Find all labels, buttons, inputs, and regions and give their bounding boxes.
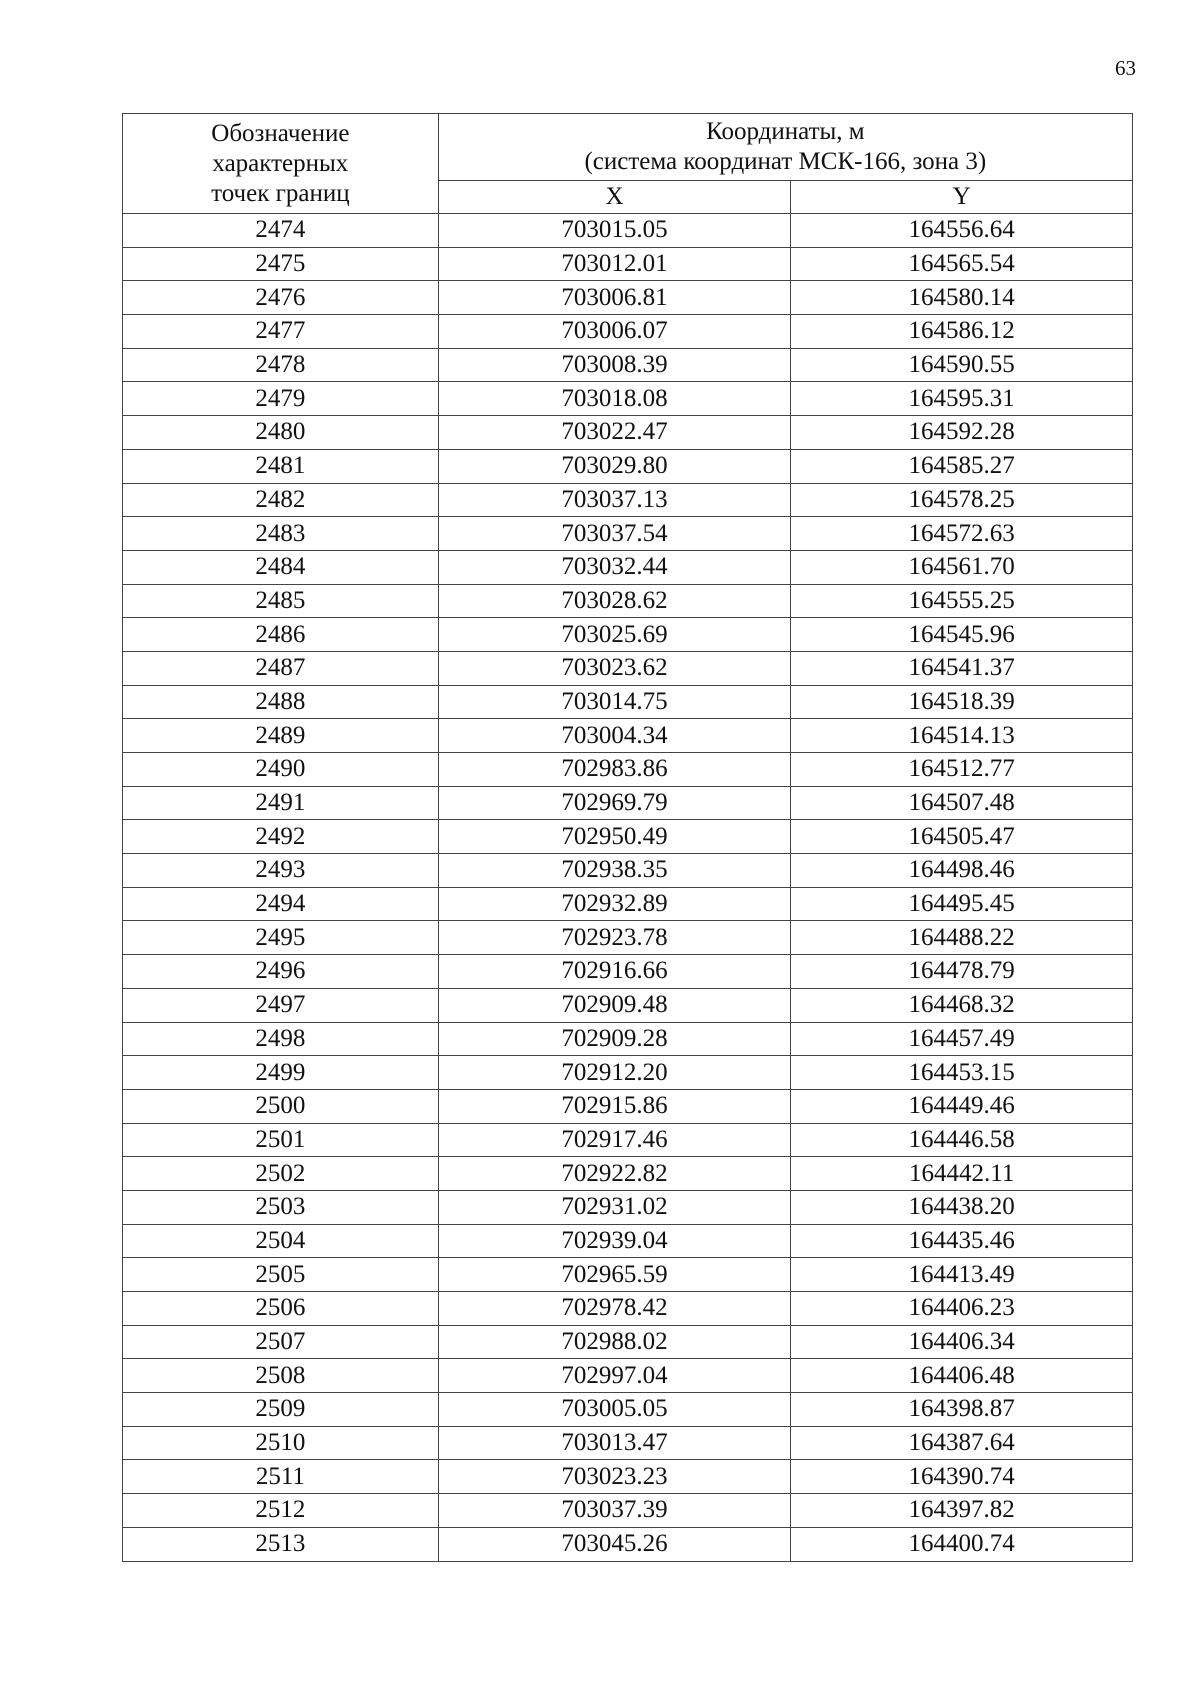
table-row [123, 1494, 1133, 1528]
cell-x: 702917.46 [438, 1123, 791, 1157]
cell-x: 703014.75 [438, 685, 791, 719]
table-row [123, 955, 1133, 989]
cell-x: 703008.39 [438, 348, 791, 382]
cell-x: 703032.44 [438, 550, 791, 584]
cell-point-id: 2483 [123, 517, 439, 551]
cell-y: 164578.25 [791, 483, 1133, 517]
cell-x: 702988.02 [438, 1325, 791, 1359]
table-row [123, 214, 1133, 248]
cell-x: 702916.66 [438, 955, 791, 989]
table-row [123, 786, 1133, 820]
cell-x: 703006.07 [438, 315, 791, 349]
cell-point-id: 2481 [123, 449, 439, 483]
table-header [123, 114, 1133, 214]
cell-x: 702950.49 [438, 820, 791, 854]
cell-x: 703015.05 [438, 214, 791, 248]
table-row [123, 1022, 1133, 1056]
cell-x: 703045.26 [438, 1527, 791, 1561]
cell-x: 702997.04 [438, 1359, 791, 1393]
cell-point-id: 2512 [123, 1494, 439, 1528]
table-row [123, 651, 1133, 685]
cell-point-id: 2486 [123, 618, 439, 652]
cell-point-id: 2479 [123, 382, 439, 416]
cell-x: 702923.78 [438, 921, 791, 955]
cell-y: 164507.48 [791, 786, 1133, 820]
cell-y: 164435.46 [791, 1224, 1133, 1258]
cell-x: 702939.04 [438, 1224, 791, 1258]
table-row [123, 719, 1133, 753]
cell-x: 703028.62 [438, 584, 791, 618]
cell-y: 164590.55 [791, 348, 1133, 382]
table-row [123, 1325, 1133, 1359]
cell-y: 164592.28 [791, 416, 1133, 450]
cell-y: 164446.58 [791, 1123, 1133, 1157]
cell-y: 164498.46 [791, 854, 1133, 888]
cell-point-id: 2496 [123, 955, 439, 989]
cell-x: 703023.62 [438, 651, 791, 685]
cell-y: 164505.47 [791, 820, 1133, 854]
cell-y: 164406.23 [791, 1292, 1133, 1326]
cell-y: 164556.64 [791, 214, 1133, 248]
cell-x: 703023.23 [438, 1460, 791, 1494]
cell-y: 164545.96 [791, 618, 1133, 652]
cell-point-id: 2511 [123, 1460, 439, 1494]
cell-y: 164580.14 [791, 281, 1133, 315]
table-row [123, 550, 1133, 584]
cell-x: 703037.13 [438, 483, 791, 517]
cell-y: 164449.46 [791, 1089, 1133, 1123]
table-row [123, 1426, 1133, 1460]
table-row [123, 247, 1133, 281]
cell-y: 164478.79 [791, 955, 1133, 989]
table-row [123, 1089, 1133, 1123]
cell-x: 702909.28 [438, 1022, 791, 1056]
cell-y: 164585.27 [791, 449, 1133, 483]
cell-point-id: 2500 [123, 1089, 439, 1123]
table-row [123, 1527, 1133, 1561]
cell-point-id: 2487 [123, 651, 439, 685]
cell-point-id: 2488 [123, 685, 439, 719]
cell-y: 164512.77 [791, 753, 1133, 787]
cell-y: 164541.37 [791, 651, 1133, 685]
cell-y: 164457.49 [791, 1022, 1133, 1056]
table-row [123, 416, 1133, 450]
table-row [123, 753, 1133, 787]
cell-y: 164468.32 [791, 988, 1133, 1022]
cell-x: 702932.89 [438, 887, 791, 921]
table-row [123, 618, 1133, 652]
cell-point-id: 2502 [123, 1157, 439, 1191]
table-row [123, 1123, 1133, 1157]
cell-y: 164413.49 [791, 1258, 1133, 1292]
table-row [123, 315, 1133, 349]
cell-x: 703004.34 [438, 719, 791, 753]
cell-x: 702922.82 [438, 1157, 791, 1191]
cell-y: 164565.54 [791, 247, 1133, 281]
cell-x: 702978.42 [438, 1292, 791, 1326]
cell-point-id: 2482 [123, 483, 439, 517]
header-x: X [438, 181, 791, 214]
table-row [123, 1224, 1133, 1258]
cell-point-id: 2509 [123, 1393, 439, 1427]
table-row [123, 1393, 1133, 1427]
cell-x: 703025.69 [438, 618, 791, 652]
cell-point-id: 2489 [123, 719, 439, 753]
cell-point-id: 2476 [123, 281, 439, 315]
cell-point-id: 2492 [123, 820, 439, 854]
cell-y: 164442.11 [791, 1157, 1133, 1191]
cell-y: 164398.87 [791, 1393, 1133, 1427]
cell-x: 703022.47 [438, 416, 791, 450]
cell-point-id: 2506 [123, 1292, 439, 1326]
cell-x: 702965.59 [438, 1258, 791, 1292]
cell-x: 703037.54 [438, 517, 791, 551]
table-row [123, 281, 1133, 315]
cell-x: 702909.48 [438, 988, 791, 1022]
cell-point-id: 2484 [123, 550, 439, 584]
cell-point-id: 2474 [123, 214, 439, 248]
cell-point-id: 2503 [123, 1190, 439, 1224]
cell-point-id: 2485 [123, 584, 439, 618]
cell-y: 164438.20 [791, 1190, 1133, 1224]
cell-point-id: 2478 [123, 348, 439, 382]
cell-point-id: 2507 [123, 1325, 439, 1359]
cell-y: 164390.74 [791, 1460, 1133, 1494]
cell-point-id: 2495 [123, 921, 439, 955]
cell-x: 702915.86 [438, 1089, 791, 1123]
cell-point-id: 2490 [123, 753, 439, 787]
table-row [123, 1292, 1133, 1326]
cell-x: 703018.08 [438, 382, 791, 416]
cell-point-id: 2477 [123, 315, 439, 349]
cell-x: 703006.81 [438, 281, 791, 315]
cell-point-id: 2499 [123, 1056, 439, 1090]
cell-point-id: 2493 [123, 854, 439, 888]
header-coordinates: Координаты, м (система координат МСК-166, зона 3) [438, 114, 1132, 181]
table-row [123, 887, 1133, 921]
table-row [123, 854, 1133, 888]
cell-x: 703029.80 [438, 449, 791, 483]
cell-y: 164514.13 [791, 719, 1133, 753]
table-row [123, 517, 1133, 551]
cell-point-id: 2508 [123, 1359, 439, 1393]
cell-y: 164555.25 [791, 584, 1133, 618]
cell-point-id: 2504 [123, 1224, 439, 1258]
table-row [123, 483, 1133, 517]
cell-y: 164397.82 [791, 1494, 1133, 1528]
table-row [123, 988, 1133, 1022]
cell-y: 164387.64 [791, 1426, 1133, 1460]
header-point-designation: Обозначение характерных точек границ [123, 114, 439, 214]
table-row [123, 1258, 1133, 1292]
cell-x: 703012.01 [438, 247, 791, 281]
cell-y: 164453.15 [791, 1056, 1133, 1090]
table-row [123, 1157, 1133, 1191]
cell-y: 164488.22 [791, 921, 1133, 955]
page-number: 63 [1115, 56, 1136, 80]
cell-point-id: 2501 [123, 1123, 439, 1157]
table-row [123, 921, 1133, 955]
cell-point-id: 2494 [123, 887, 439, 921]
table-row [123, 584, 1133, 618]
header-y: Y [791, 181, 1133, 214]
cell-point-id: 2505 [123, 1258, 439, 1292]
table-row [123, 1056, 1133, 1090]
cell-y: 164518.39 [791, 685, 1133, 719]
cell-point-id: 2498 [123, 1022, 439, 1056]
cell-point-id: 2510 [123, 1426, 439, 1460]
cell-y: 164495.45 [791, 887, 1133, 921]
table-row [123, 449, 1133, 483]
cell-x: 703005.05 [438, 1393, 791, 1427]
cell-y: 164586.12 [791, 315, 1133, 349]
cell-point-id: 2475 [123, 247, 439, 281]
cell-point-id: 2491 [123, 786, 439, 820]
table-body [123, 214, 1133, 1562]
cell-y: 164595.31 [791, 382, 1133, 416]
cell-y: 164572.63 [791, 517, 1133, 551]
table-row [123, 1190, 1133, 1224]
table-row [123, 820, 1133, 854]
table-row [123, 382, 1133, 416]
cell-point-id: 2480 [123, 416, 439, 450]
cell-y: 164406.34 [791, 1325, 1133, 1359]
table-row [123, 685, 1133, 719]
cell-x: 703037.39 [438, 1494, 791, 1528]
cell-y: 164406.48 [791, 1359, 1133, 1393]
cell-y: 164561.70 [791, 550, 1133, 584]
cell-x: 702983.86 [438, 753, 791, 787]
table-row [123, 1359, 1133, 1393]
table-row [123, 348, 1133, 382]
cell-y: 164400.74 [791, 1527, 1133, 1561]
table-row [123, 1460, 1133, 1494]
coordinates-table [122, 113, 1133, 1562]
cell-point-id: 2513 [123, 1527, 439, 1561]
cell-x: 702938.35 [438, 854, 791, 888]
cell-x: 702931.02 [438, 1190, 791, 1224]
cell-x: 703013.47 [438, 1426, 791, 1460]
cell-point-id: 2497 [123, 988, 439, 1022]
cell-x: 702969.79 [438, 786, 791, 820]
cell-x: 702912.20 [438, 1056, 791, 1090]
